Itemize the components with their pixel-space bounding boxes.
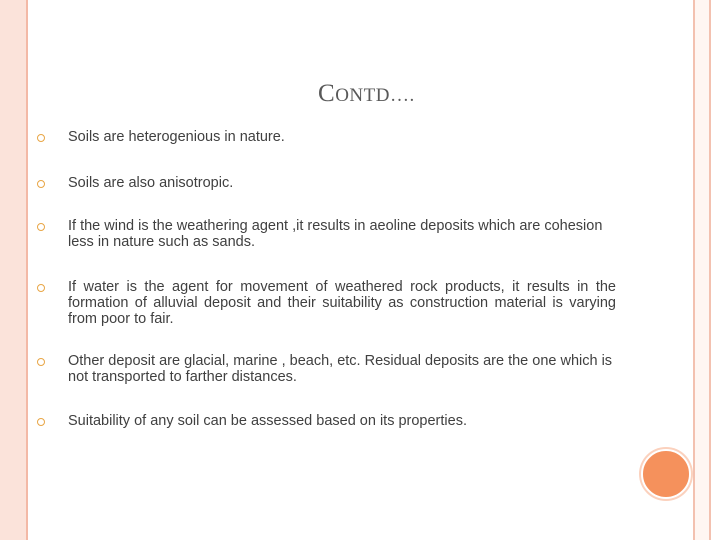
bullet-text: If water is the agent for movement of weathered rock products, it results in the formation of alluvial deposit and their suitability as construction material is varying from poor to fair. xyxy=(68,279,616,327)
left-frame-band xyxy=(0,0,26,540)
ring-bullet-icon xyxy=(37,180,45,188)
ring-bullet-icon xyxy=(37,223,45,231)
slide-title-rest: ONTD…. xyxy=(335,85,415,106)
bullet-text: Soils are also anisotropic. xyxy=(68,175,234,191)
bullet-item xyxy=(68,279,616,327)
bullet-text: If the wind is the weathering agent ,it results in aeoline deposits which are cohesion less in nature such as sands. xyxy=(68,218,603,250)
bullet-item xyxy=(68,218,613,250)
bullet-text: Other deposit are glacial, marine , beach, etc. Residual deposits are the one which is not transported to farther distances. xyxy=(68,353,613,385)
right-frame-band xyxy=(695,0,709,540)
bullet-item xyxy=(68,353,616,385)
right-frame-line-inner xyxy=(693,0,695,540)
orange-circle-icon xyxy=(641,449,691,499)
right-frame-line-outer xyxy=(709,0,711,540)
slide-title-initial: C xyxy=(318,80,336,107)
ring-bullet-icon xyxy=(37,358,45,366)
ring-bullet-icon xyxy=(37,284,45,292)
slide-title xyxy=(318,80,415,108)
left-frame-line xyxy=(26,0,28,540)
ring-bullet-icon xyxy=(37,418,45,426)
bullet-text: Soils are heterogenious in nature. xyxy=(68,129,285,145)
bullet-item xyxy=(68,129,616,145)
ring-bullet-icon xyxy=(37,134,45,142)
bullet-text: Suitability of any soil can be assessed based on its properties. xyxy=(68,413,467,429)
bullet-item xyxy=(68,413,616,429)
bullet-item xyxy=(68,175,616,191)
